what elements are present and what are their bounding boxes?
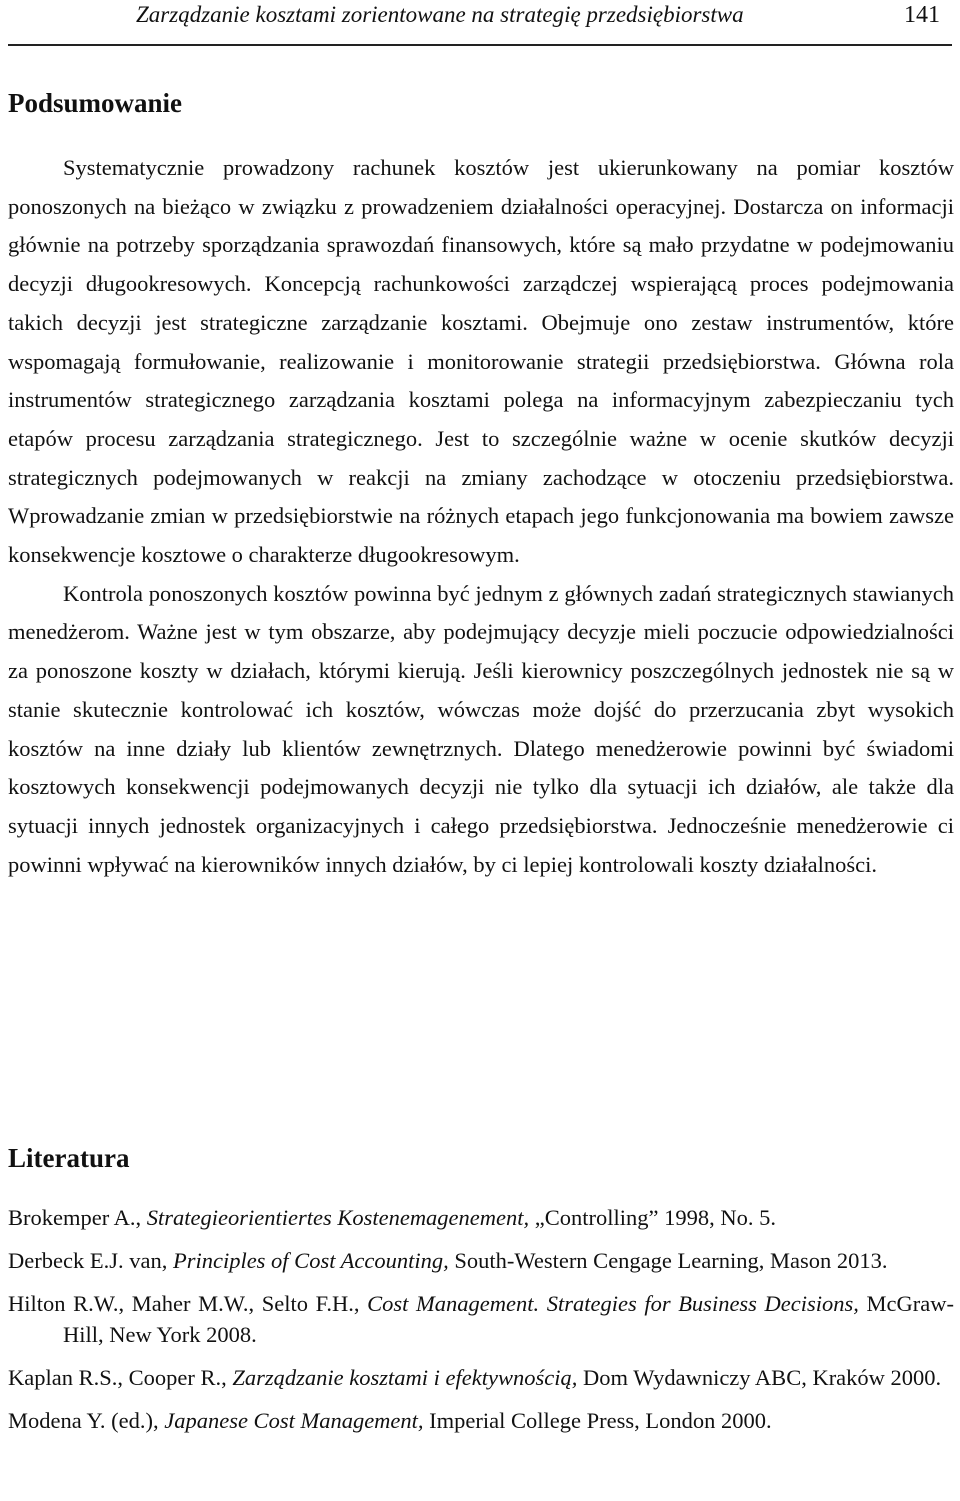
reference-item bbox=[8, 1288, 954, 1350]
summary-heading: Podsumowanie bbox=[8, 88, 183, 118]
reference-authors: Hilton R.W., Maher M.W., Selto F.H., bbox=[8, 1291, 360, 1316]
reference-publication: South-Western Cengage Learning, Mason 2013. bbox=[454, 1248, 888, 1273]
reference-title: Zarządzanie kosztami i efektywnością, bbox=[232, 1365, 578, 1390]
running-title: Zarządzanie kosztami zorientowane na strategię przedsiębiorstwa bbox=[136, 2, 744, 27]
reference-item bbox=[8, 1405, 954, 1436]
reference-title: Strategieorientiertes Kostenemagenement, bbox=[146, 1205, 530, 1230]
summary-paragraph-1: Systematycznie prowadzony rachunek kosztów jest ukierunkowany na pomiar kosztów ponoszonych na bieżąco w związku z prowadzeniem działalności operacyjnej. Dostarcza on informacji głównie na potrzeby sporządzania sprawozdań finansowych, które są mało przydatne w podejmowaniu decyzji długookresowych. Koncepcją rachunkowości zarządczej wspierającą proces podejmowania takich decyzji jest strategiczne zarządzanie kosztami. Obejmuje ono zestaw instrumentów, które wspomagają formułowanie, realizowanie i monitorowanie strategii przedsiębiorstwa. Główna rola instrumentów strategicznego zarządzania kosztami polega na informacyjnym zabezpieczaniu tych etapów procesu zarządzania strategicznego. Jest to szczególnie ważne w ocenie skutków decyzji strategicznych podejmowanych w reakcji na zmiany zachodzące w otoczeniu przedsiębiorstwa. Wprowadzanie zmian w przedsiębiorstwie na różnych etapach jego funkcjonowania ma bowiem zawsze konsekwencje kosztowe o charakterze długookresowym. bbox=[8, 155, 954, 568]
reference-title: Principles of Cost Accounting, bbox=[172, 1248, 449, 1273]
reference-publication: „Controlling” 1998, No. 5. bbox=[534, 1205, 777, 1230]
reference-item bbox=[8, 1202, 954, 1233]
reference-list bbox=[8, 1202, 954, 1448]
summary-paragraph-2: Kontrola ponoszonych kosztów powinna być jednym z głównych zadań strategicznych stawianych menedżerom. Ważne jest w tym obszarze, aby podejmujący decyzje mieli poczucie odpowiedzialności za ponoszone koszty w działach, którymi kierują. Jeśli kierownicy poszczególnych jednostek nie są w stanie skutecznie kontrolować ich kosztów, wówczas może dojść do przerzucania zbyt wysokich kosztów na inne działy lub klientów zewnętrznych. Dlatego menedżerowie powinni być świadomi kosztowych konsekwencji podejmowanych decyzji nie tylko dla sytuacji ich działów, ale także dla sytuacji innych jednostek organizacyjnych i całego przedsiębiorstwa. Jednocześnie menedżerowie ci powinni wpływać na kierowników innych działów, by ci lepiej kontrolowali koszty działalności. bbox=[8, 580, 954, 877]
reference-authors: Modena Y. (ed.), bbox=[8, 1408, 159, 1433]
reference-title: Cost Management. Strategies for Business Decisions, bbox=[367, 1291, 859, 1316]
reference-authors: Brokemper A., bbox=[8, 1205, 142, 1230]
literature-heading: Literatura bbox=[8, 1143, 130, 1173]
reference-authors: Kaplan R.S., Cooper R., bbox=[8, 1365, 227, 1390]
reference-publication: Dom Wydawniczy ABC, Kraków 2000. bbox=[582, 1365, 942, 1390]
reference-item bbox=[8, 1362, 954, 1393]
reference-authors: Derbeck E.J. van, bbox=[8, 1248, 168, 1273]
reference-publication: McGraw-Hill, New York 2008. bbox=[63, 1291, 955, 1347]
reference-publication: Imperial College Press, London 2000. bbox=[429, 1408, 772, 1433]
reference-title: Japanese Cost Management, bbox=[164, 1408, 424, 1433]
page-number: 141 bbox=[904, 2, 940, 28]
running-header bbox=[8, 0, 952, 46]
summary-body bbox=[8, 149, 954, 884]
reference-item bbox=[8, 1245, 954, 1276]
